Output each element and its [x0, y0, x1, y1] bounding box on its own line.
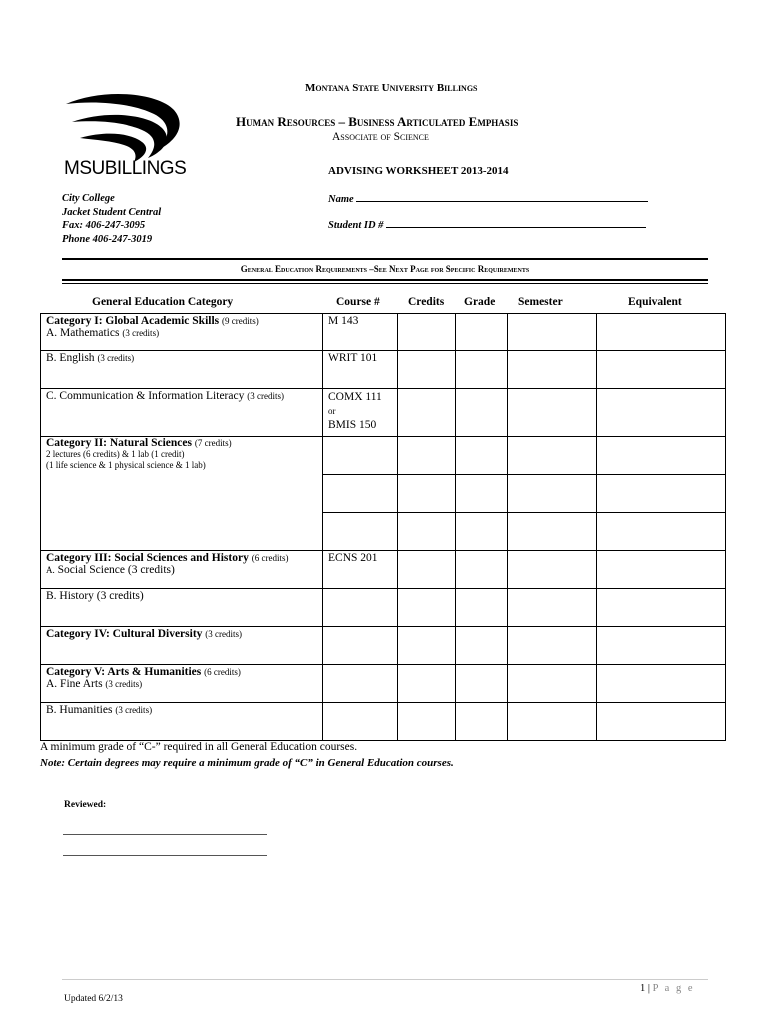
grade-cell[interactable]: [456, 627, 508, 665]
col-header-grade: Grade: [464, 296, 496, 308]
semester-cell[interactable]: [508, 314, 597, 351]
category-cell: C. Communication & Information Literacy (3 credits): [41, 389, 323, 437]
credits-cell[interactable]: [398, 703, 456, 741]
contact-line: City College: [62, 193, 115, 204]
logo-wordmark: MSUBILLINGS: [64, 158, 187, 179]
course-cell: WRIT 101: [323, 351, 398, 389]
semester-cell[interactable]: [508, 551, 597, 589]
equivalent-cell[interactable]: [597, 589, 726, 627]
banner-rule-bottom: [62, 279, 708, 281]
category-cell: B. Humanities (3 credits): [41, 703, 323, 741]
table-row: [41, 314, 726, 351]
equivalent-cell[interactable]: [597, 513, 726, 551]
category-cell: B. History (3 credits): [41, 589, 323, 627]
equivalent-cell[interactable]: [597, 665, 726, 703]
grade-cell[interactable]: [456, 389, 508, 437]
footer-rule: [62, 979, 708, 980]
col-header-semester: Semester: [518, 296, 563, 308]
credits-cell[interactable]: [398, 437, 456, 475]
table-row: [41, 703, 726, 741]
worksheet-title: ADVISING WORKSHEET 2013-2014: [328, 165, 509, 177]
table-row: [41, 351, 726, 389]
category-cell: B. English (3 credits): [41, 351, 323, 389]
semester-cell[interactable]: [508, 475, 597, 513]
degree-grade-note: Note: Certain degrees may require a minimum grade of “C” in General Education courses.: [40, 757, 454, 769]
semester-cell[interactable]: [508, 351, 597, 389]
col-header-course: Course #: [336, 296, 380, 308]
category-cell: Category III: Social Sciences and History (6 credits) A. Social Science (3 credits): [41, 551, 323, 589]
grade-cell[interactable]: [456, 513, 508, 551]
category-cell: Category II: Natural Sciences (7 credits) 2 lectures (6 credits) & 1 lab (1 credit) (1 life science & 1 physical science & 1 lab): [41, 437, 323, 551]
course-cell: ECNS 201: [323, 551, 398, 589]
contact-line: Jacket Student Central: [62, 206, 162, 218]
university-name: Montana State University Billings: [305, 82, 478, 94]
course-cell: M 143: [323, 314, 398, 351]
equivalent-cell[interactable]: [597, 389, 726, 437]
table-row: [41, 437, 726, 475]
name-label: Name: [328, 194, 354, 205]
grade-cell[interactable]: [456, 437, 508, 475]
credits-cell[interactable]: [398, 627, 456, 665]
category-cell: Category IV: Cultural Diversity (3 credits): [41, 627, 323, 665]
grade-cell[interactable]: [456, 551, 508, 589]
equivalent-cell[interactable]: [597, 627, 726, 665]
credits-cell[interactable]: [398, 475, 456, 513]
degree-title: Associate of Science: [332, 131, 429, 143]
course-cell[interactable]: [323, 627, 398, 665]
updated-date: Updated 6/2/13: [64, 994, 123, 1004]
table-row: [41, 389, 726, 437]
credits-cell[interactable]: [398, 351, 456, 389]
name-input-line[interactable]: [356, 192, 648, 202]
contact-info: [62, 192, 161, 246]
credits-cell[interactable]: [398, 665, 456, 703]
course-cell[interactable]: [323, 665, 398, 703]
category-cell: Category I: Global Academic Skills (9 credits) A. Mathematics (3 credits): [41, 314, 323, 351]
course-cell: COMX 111 or BMIS 150: [323, 389, 398, 437]
category-label: Category I: Global Academic Skills: [46, 315, 220, 327]
table-row: [41, 627, 726, 665]
credits-cell[interactable]: [398, 551, 456, 589]
student-id-label: Student ID #: [328, 220, 384, 231]
grade-cell[interactable]: [456, 665, 508, 703]
equivalent-cell[interactable]: [597, 437, 726, 475]
banner-rule-thin: [62, 283, 708, 284]
equivalent-cell[interactable]: [597, 551, 726, 589]
min-grade-note: A minimum grade of “C-” required in all General Education courses.: [40, 741, 358, 753]
credits-cell[interactable]: [398, 589, 456, 627]
equivalent-cell[interactable]: [597, 314, 726, 351]
page-number: 1 | P a g e: [640, 983, 695, 994]
equivalent-cell[interactable]: [597, 351, 726, 389]
banner-rule-top: [62, 258, 708, 260]
semester-cell[interactable]: [508, 665, 597, 703]
category-cell: Category V: Arts & Humanities (6 credits) A. Fine Arts (3 credits): [41, 665, 323, 703]
table-row: [41, 551, 726, 589]
semester-cell[interactable]: [508, 513, 597, 551]
student-id-field-row: [328, 218, 646, 231]
name-field-row: [328, 192, 648, 205]
reviewed-label: Reviewed:: [64, 800, 107, 810]
program-title: Human Resources – Business Articulated Emphasis: [236, 114, 519, 129]
credits-cell[interactable]: [398, 389, 456, 437]
credits-cell[interactable]: [398, 314, 456, 351]
grade-cell[interactable]: [456, 475, 508, 513]
course-cell[interactable]: [323, 437, 398, 475]
gen-ed-table: [40, 313, 726, 741]
student-id-input-line[interactable]: [386, 218, 646, 228]
contact-line: Phone 406-247-3019: [62, 233, 153, 245]
semester-cell[interactable]: [508, 589, 597, 627]
course-cell[interactable]: [323, 513, 398, 551]
grade-cell[interactable]: [456, 703, 508, 741]
grade-cell[interactable]: [456, 314, 508, 351]
reviewed-signature-line[interactable]: [63, 855, 267, 856]
col-header-credits: Credits: [408, 296, 445, 308]
course-cell[interactable]: [323, 589, 398, 627]
grade-cell[interactable]: [456, 351, 508, 389]
equivalent-cell[interactable]: [597, 475, 726, 513]
table-row: [41, 665, 726, 703]
table-row: [41, 589, 726, 627]
semester-cell[interactable]: [508, 437, 597, 475]
col-header-equivalent: Equivalent: [628, 296, 682, 308]
logo-swoosh-icon: [62, 92, 197, 162]
course-cell[interactable]: [323, 703, 398, 741]
semester-cell[interactable]: [508, 703, 597, 741]
contact-line: Fax: 406-247-3095: [62, 220, 146, 231]
equivalent-cell[interactable]: [597, 703, 726, 741]
reviewed-signature-line[interactable]: [63, 834, 267, 835]
credits-cell[interactable]: [398, 513, 456, 551]
grade-cell[interactable]: [456, 589, 508, 627]
col-header-category: General Education Category: [92, 296, 234, 308]
course-cell[interactable]: [323, 475, 398, 513]
gen-ed-banner: General Education Requirements –See Next Page for Specific Requirements: [240, 264, 530, 274]
semester-cell[interactable]: [508, 627, 597, 665]
semester-cell[interactable]: [508, 389, 597, 437]
